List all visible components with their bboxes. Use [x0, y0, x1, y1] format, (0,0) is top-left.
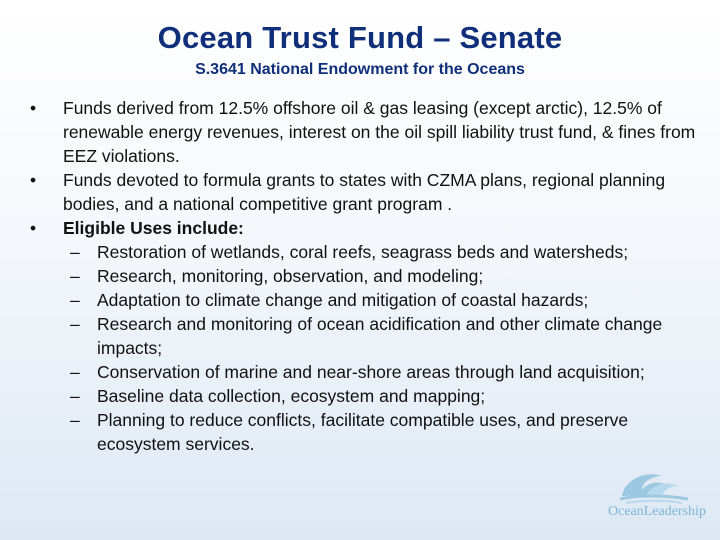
sub-bullet-item: [26, 264, 706, 288]
slide-subtitle: S.3641 National Endowment for the Oceans: [195, 61, 525, 78]
sub-bullet-text: Planning to reduce conflicts, facilitate compatible uses, and preserve ecosystem services.: [97, 410, 629, 454]
sub-bullet-item: [26, 240, 706, 264]
sub-bullet-text: Adaptation to climate change and mitigation of coastal hazards;: [97, 290, 589, 310]
bullet-text-heading: Eligible Uses include:: [63, 218, 244, 238]
ocean-leadership-logo: [606, 466, 706, 524]
sub-bullet-text: Research and monitoring of ocean acidification and other climate change impacts;: [97, 314, 663, 358]
bullet-text: Funds devoted to formula grants to states with CZMA plans, regional planning bodies, and a national competitive grant program .: [63, 170, 666, 214]
sub-bullet-item: [26, 384, 706, 408]
bullet-item: [26, 216, 706, 240]
bullet-text: Funds derived from 12.5% offshore oil & gas leasing (except arctic), 12.5% of renewable energy revenues, interest on the oil spill liability trust fund, & fines from EEZ violations.: [63, 98, 696, 166]
sub-bullet-item: [26, 312, 706, 360]
sub-bullet-marker: –: [70, 242, 80, 262]
sub-bullet-marker: –: [70, 314, 80, 334]
sub-bullet-marker: –: [70, 290, 80, 310]
sub-bullet-marker: –: [70, 362, 80, 382]
ocean-waves-icon: [616, 466, 692, 506]
sub-bullet-item: [26, 408, 706, 456]
sub-bullet-text: Conservation of marine and near-shore areas through land acquisition;: [97, 362, 645, 382]
bullet-marker: •: [30, 98, 37, 118]
sub-bullet-marker: –: [70, 386, 80, 406]
sub-bullet-item: [26, 360, 706, 384]
sub-bullet-text: Baseline data collection, ecosystem and mapping;: [97, 386, 486, 406]
bullet-item: [26, 96, 706, 168]
sub-bullet-item: [26, 288, 706, 312]
sub-bullet-text: Research, monitoring, observation, and modeling;: [97, 266, 484, 286]
sub-bullet-marker: –: [70, 266, 80, 286]
logo-text: OceanLeadership: [608, 504, 706, 519]
sub-bullet-marker: –: [70, 410, 80, 430]
bullet-item: [26, 168, 706, 216]
bullet-marker: •: [30, 170, 37, 190]
slide-title: Ocean Trust Fund – Senate: [157, 20, 563, 55]
bullet-list: [26, 96, 706, 456]
bullet-marker: •: [30, 218, 37, 238]
sub-bullet-text: Restoration of wetlands, coral reefs, seagrass beds and watersheds;: [97, 242, 629, 262]
